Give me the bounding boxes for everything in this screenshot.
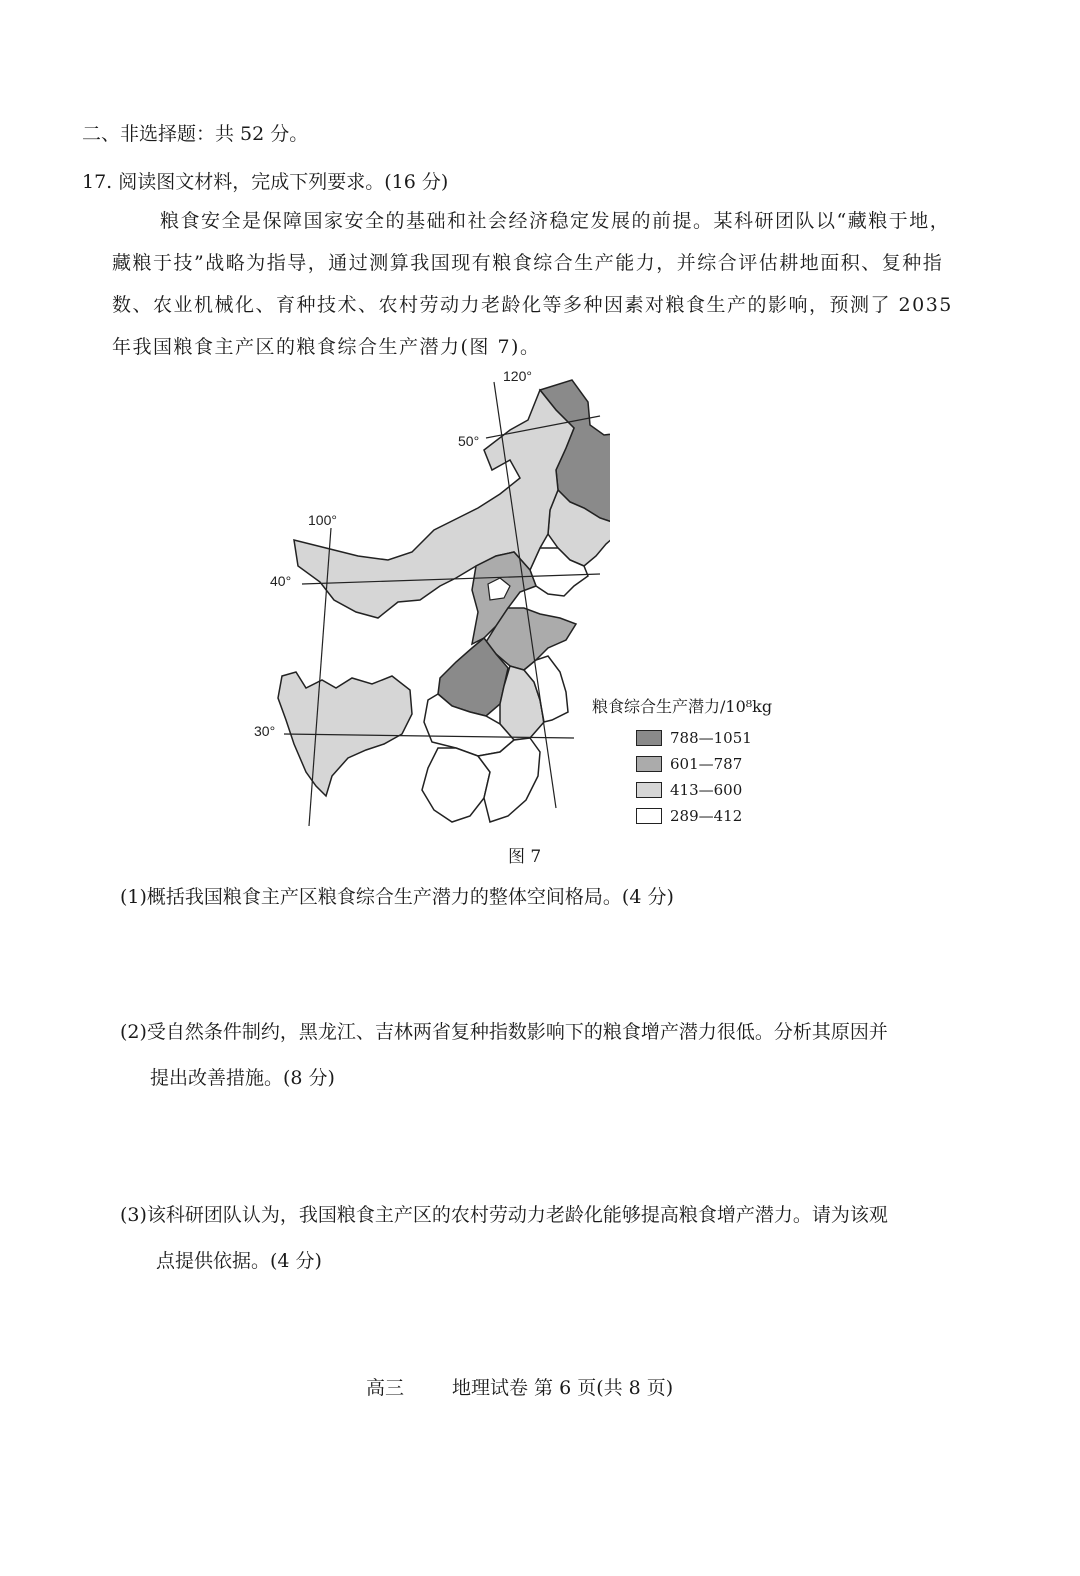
legend-range: 601—787 bbox=[670, 755, 743, 773]
legend-range: 788—1051 bbox=[670, 729, 752, 747]
lat-label-50: 50° bbox=[458, 433, 480, 449]
lat-label-40: 40° bbox=[270, 573, 292, 589]
legend-range: 413—600 bbox=[670, 781, 743, 799]
question-title: 17. 阅读图文材料，完成下列要求。(16 分) bbox=[82, 171, 449, 193]
legend-swatch bbox=[636, 730, 662, 746]
legend-range: 289—412 bbox=[670, 807, 743, 825]
legend-item bbox=[636, 777, 772, 803]
footer-page-info: 地理试卷 第 6 页(共 8 页) bbox=[452, 1377, 674, 1399]
section-title: 二、非选择题：共 52 分。 bbox=[82, 123, 309, 145]
legend-item bbox=[636, 725, 772, 751]
legend-swatch bbox=[636, 782, 662, 798]
sub-question-3-line-1: (3)该科研团队认为，我国粮食主产区的农村劳动力老龄化能够提高粮食增产潜力。请为该观 bbox=[120, 1204, 888, 1226]
sub-question-2-line-1: (2)受自然条件制约，黑龙江、吉林两省复种指数影响下的粮食增产潜力很低。分析其原因并 bbox=[120, 1021, 888, 1043]
map-legend bbox=[592, 694, 772, 829]
figure-caption: 图 7 bbox=[508, 847, 542, 867]
sub-question-1: (1)概括我国粮食主产区粮食综合生产潜力的整体空间格局。(4 分) bbox=[120, 886, 674, 908]
footer-grade: 高三 bbox=[366, 1377, 405, 1399]
question-paragraph: 粮食安全是保障国家安全的基础和社会经济稳定发展的前提。某科研团队以“藏粮于地，藏粮于技”战略为指导，通过测算我国现有粮食综合生产能力，并综合评估耕地面积、复种指数、农业机械化、育种技术、农村劳动力老龄化等多种因素对粮食生产的影响，预测了 2035 年我国粮食主产区的粮食综合生产潜力(图 7)。 bbox=[112, 210, 953, 358]
lon-label-100: 100° bbox=[308, 512, 337, 528]
legend-item bbox=[636, 803, 772, 829]
sub-question-2-line-2: 提出改善措施。(8 分) bbox=[150, 1067, 335, 1089]
lon-label-120: 120° bbox=[503, 368, 532, 384]
legend-item bbox=[636, 751, 772, 777]
legend-title: 粮食综合生产潜力/10⁸kg bbox=[592, 697, 773, 716]
legend-swatch bbox=[636, 808, 662, 824]
sub-question-3-line-2: 点提供依据。(4 分) bbox=[156, 1250, 322, 1272]
grain-potential-map bbox=[250, 365, 610, 835]
lat-label-30: 30° bbox=[254, 723, 276, 739]
legend-swatch bbox=[636, 756, 662, 772]
